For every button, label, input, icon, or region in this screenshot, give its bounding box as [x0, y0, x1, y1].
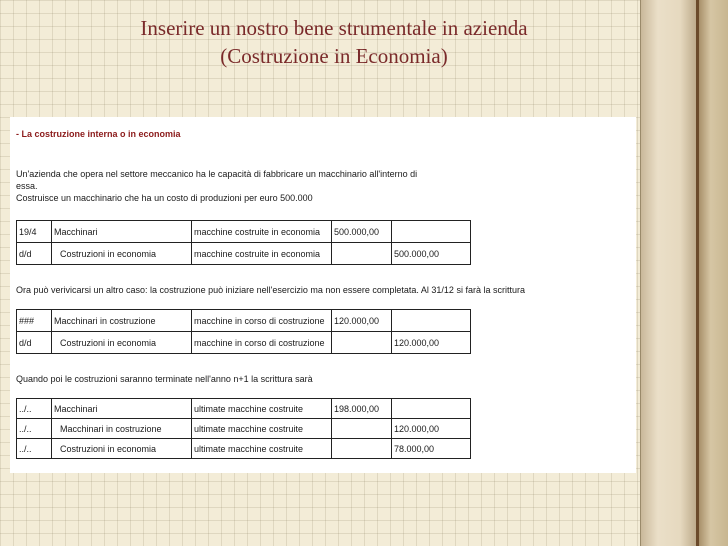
journal-account-cell: Costruzioni in economia: [52, 243, 192, 265]
journal-debit-cell: 120.000,00: [332, 310, 392, 332]
journal-description-cell: macchine in corso di costruzione: [192, 310, 332, 332]
journal-credit-cell: 120.000,00: [392, 419, 471, 439]
journal-row: [17, 439, 471, 459]
journal-table-2: [16, 309, 471, 354]
journal-account-cell: Macchinari in costruzione: [52, 419, 192, 439]
journal-date-cell: ###: [17, 310, 52, 332]
journal-debit-cell: [332, 419, 392, 439]
journal-credit-cell: [392, 399, 471, 419]
journal-debit-cell: [332, 439, 392, 459]
journal-debit-cell: [332, 243, 392, 265]
ruler-decoration: [640, 0, 698, 546]
slide-title-line2: (Costruzione in Economia): [220, 44, 448, 68]
intro-line-3: Costruisce un macchinario che ha un costo di produzioni per euro 500.000: [16, 193, 313, 203]
journal-debit-cell: 198.000,00: [332, 399, 392, 419]
journal-credit-cell: [392, 310, 471, 332]
journal-date-cell: ../..: [17, 399, 52, 419]
journal-row: [17, 399, 471, 419]
journal-row: [17, 243, 471, 265]
intro-line-1: Un'azienda che opera nel settore meccanico ha le capacità di fabbricare un macchinario all'interno di: [16, 169, 418, 179]
slide-title-line1: Inserire un nostro bene strumentale in azienda: [140, 16, 528, 40]
journal-row: [17, 310, 471, 332]
content-panel: [10, 117, 636, 473]
section-heading: - La costruzione interna o in economia: [16, 129, 181, 139]
journal-debit-cell: [332, 332, 392, 354]
journal-date-cell: d/d: [17, 243, 52, 265]
journal-credit-cell: 120.000,00: [392, 332, 471, 354]
journal-credit-cell: 500.000,00: [392, 243, 471, 265]
journal-row: [17, 221, 471, 243]
journal-description-cell: ultimate macchine costruite: [192, 439, 332, 459]
journal-debit-cell: 500.000,00: [332, 221, 392, 243]
journal-description-cell: macchine in corso di costruzione: [192, 332, 332, 354]
journal-account-cell: Macchinari: [52, 399, 192, 419]
journal-description-cell: macchine costruite in economia: [192, 243, 332, 265]
journal-description-cell: macchine costruite in economia: [192, 221, 332, 243]
journal-credit-cell: [392, 221, 471, 243]
journal-date-cell: ../..: [17, 439, 52, 459]
journal-date-cell: ../..: [17, 419, 52, 439]
journal-date-cell: d/d: [17, 332, 52, 354]
journal-account-cell: Costruzioni in economia: [52, 439, 192, 459]
journal-account-cell: Costruzioni in economia: [52, 332, 192, 354]
journal-row: [17, 419, 471, 439]
journal-description-cell: ultimate macchine costruite: [192, 419, 332, 439]
journal-credit-cell: 78.000,00: [392, 439, 471, 459]
slide-title: [0, 14, 668, 70]
journal-row: [17, 332, 471, 354]
journal-description-cell: ultimate macchine costruite: [192, 399, 332, 419]
ruler-decoration-right: [699, 0, 728, 546]
journal-account-cell: Macchinari in costruzione: [52, 310, 192, 332]
journal-table-1: [16, 220, 471, 265]
journal-table-3: [16, 398, 471, 459]
note-completion: Quando poi le costruzioni saranno terminate nell'anno n+1 la scrittura sarà: [16, 374, 313, 384]
note-partial-construction: Ora può verivicarsi un altro caso: la costruzione può iniziare nell'esercizio ma non essere completata. Al 31/12 si farà la scrittura: [16, 285, 525, 295]
journal-account-cell: Macchinari: [52, 221, 192, 243]
journal-date-cell: 19/4: [17, 221, 52, 243]
intro-line-2: essa.: [16, 181, 38, 191]
